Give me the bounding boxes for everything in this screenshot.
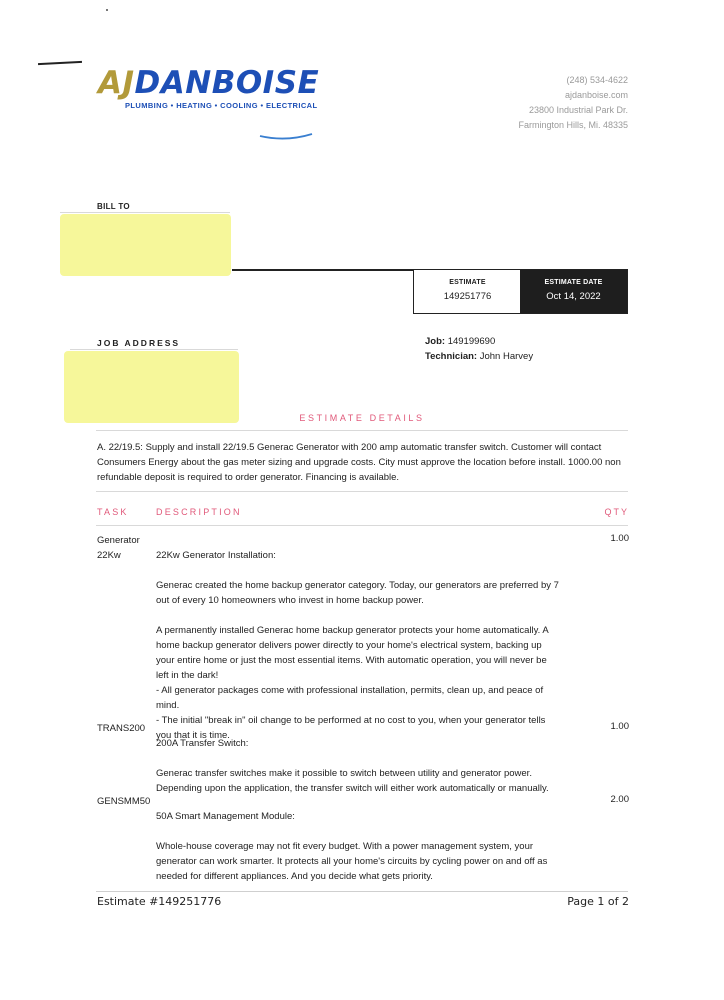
table-row-description (156, 794, 561, 899)
column-header-qty: QTY (604, 507, 629, 517)
company-website: ajdanboise.com (564, 90, 628, 100)
pen-mark (38, 61, 82, 65)
pen-dot (106, 9, 108, 11)
technician-line (425, 349, 533, 364)
job-number: 149199690 (447, 336, 496, 347)
company-tagline: PLUMBING • HEATING • COOLING • ELECTRICAL (125, 101, 318, 110)
company-contact (518, 73, 628, 133)
job-label: Job: (425, 336, 446, 347)
row-title: 200A Transfer Switch: (156, 738, 249, 749)
technician-label: Technician: (425, 351, 478, 362)
column-header-description: DESCRIPTION (156, 507, 242, 517)
summary-rule (96, 491, 628, 492)
row-body: Generac created the home backup generator category. Today, our generators are preferred by 7 out of every 10 homeowners who invest in home backup power. A permanently installed Generac home backup generator protects your home automatically. A home backup generator delivers power directly to your home's electrical system, backing up your entire home or just the most essential items. With automatic operation, you will never be left in the dark! - All generator packages come with professional installation, permits, clean up, and peace of mind. - The initial "break in" oil change to be performed at no cost to you, when your generator tells you that it is time. (156, 580, 559, 741)
logo-swoosh-icon (258, 130, 314, 142)
estimate-number: 149251776 (443, 291, 492, 302)
company-address-line2: Farmington Hills, Mi. 48335 (518, 120, 628, 130)
table-row-task: GENSMM50 (97, 796, 151, 807)
job-address-label: JOB ADDRESS (97, 338, 181, 348)
estimate-number-cell (414, 270, 521, 313)
row-title: 22Kw Generator Installation: (156, 550, 276, 561)
estimate-date-label: ESTIMATE DATE (544, 279, 603, 286)
footer-rule (96, 891, 628, 892)
footer-estimate-ref: Estimate #149251776 (97, 895, 222, 908)
column-header-task: TASK (97, 507, 129, 517)
bill-to-label: BILL TO (97, 202, 130, 211)
row-body: Whole-house coverage may not fit every budget. With a power management system, your generator can work smarter. It protects all your home's circuits by cycling power on and off as needed for different appliances. And you decide what gets priority. (156, 841, 548, 882)
estimate-connector-line (232, 269, 414, 271)
redacted-bill-to (60, 214, 231, 276)
estimate-box (413, 269, 628, 314)
bill-to-rule (60, 212, 230, 213)
table-row-qty: 1.00 (610, 533, 629, 544)
table-row-qty: 2.00 (610, 794, 629, 805)
technician-name: John Harvey (479, 351, 534, 362)
table-row-task: Generator 22Kw (97, 535, 140, 561)
company-address-line1: 23800 Industrial Park Dr. (528, 105, 628, 115)
estimate-number-label: ESTIMATE (449, 279, 486, 286)
estimate-summary: A. 22/19.5: Supply and install 22/19.5 Generac Generator with 200 amp automatic transfer switch. Customer will contact Consumers Energy about the gas meter sizing and upgrade costs. City must approve the location before install. 1000.00 non refundable deposit is required to order generator. Financing is available. (97, 442, 621, 483)
estimate-date: Oct 14, 2022 (546, 291, 601, 302)
footer-page-number: Page 1 of 2 (567, 895, 629, 908)
job-address-rule (70, 349, 238, 350)
estimate-details-title: ESTIMATE DETAILS (299, 413, 425, 423)
details-title-rule (96, 430, 628, 431)
estimate-date-cell (520, 270, 627, 313)
table-row-task: TRANS200 (97, 723, 146, 734)
company-logo: AJDANBOISE (98, 65, 320, 101)
row-body: Generac transfer switches make it possible to switch between utility and generator power. Depending upon the application, the transfer switch will either work automatically or manually. (156, 768, 549, 794)
job-number-line (425, 334, 495, 349)
header-rule (96, 525, 628, 526)
row-title: 50A Smart Management Module: (156, 811, 295, 822)
table-row-qty: 1.00 (610, 721, 629, 732)
company-phone: (248) 534-4622 (566, 75, 628, 85)
